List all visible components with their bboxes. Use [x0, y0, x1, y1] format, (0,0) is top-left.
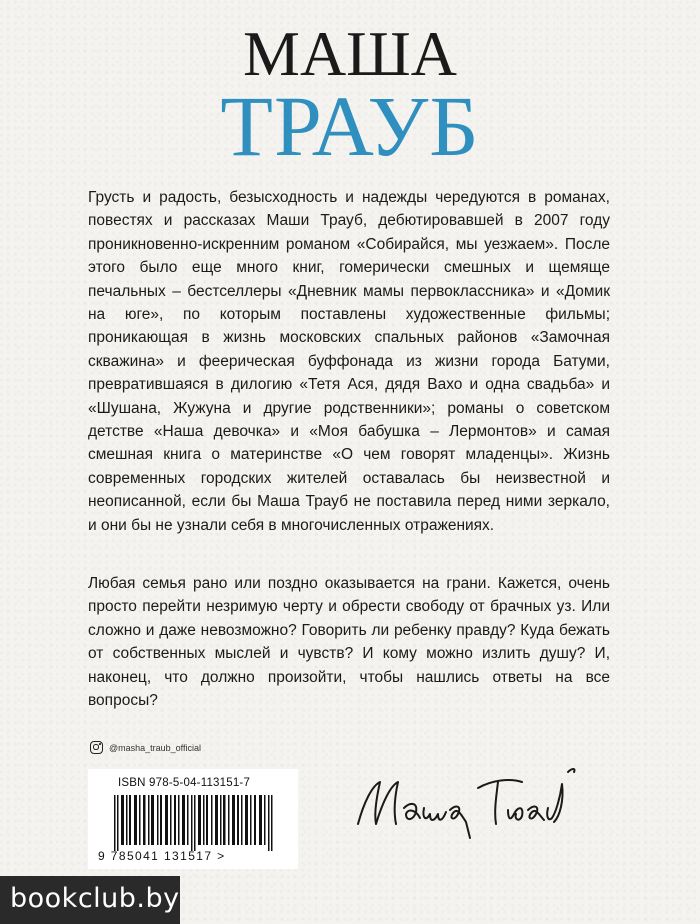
description-paragraph-1: Грусть и радость, безысходность и надежды чередуются в романах, повестях и рассказах Маши Трауб, дебютировавшей в 2007 году проникновенно-искренним романом «Собирайся, мы уезжаем». После этого было еще много книг, гомерически смешных и щемяще печальных – бестселлеры «Дневник мамы первоклассника» и «Домик на юге», по которым поставлены художественные фильмы; проникающая в жизнь московских спальных районов «Замочная скважина» и феерическая буффонада из жизни города Батуми, превратившаяся в дилогию «Тетя Ася, дядя Вахо и одна свадьба» и «Шушана, Жужуна и другие родственники»; романы о советском детстве «Наша девочка» и «Моя бабушка – Лермонтов» и самая смешная книга о материнстве «О чем говорят младенцы». Жизнь современных городских жителей оставалась бы неизвестной и неописанной, если бы Маша Трауб не поставила перед ними зеркало, и они бы не узнали себя в многочисленных отражениях.: [88, 189, 610, 534]
description-paragraph-2: Любая семья рано или поздно оказывается на грани. Кажется, очень просто перейти незримую черту и обрести свободу от брачных уз. Или сложно и даже невозможно? Говорить ли ребенку правду? Куда бежать от собственных мыслей и чувств? И кому можно излить душу? И, наконец, что должно произойти, чтобы нашлись ответы на все вопросы?: [88, 575, 610, 710]
author-signature: [350, 752, 580, 842]
author-last-name: ТРАУБ: [220, 78, 480, 174]
site-watermark: bookclub.by: [0, 876, 180, 924]
isbn-label: ISBN 978-5-04-113151-7: [118, 777, 251, 789]
author-first-name: МАША: [243, 18, 457, 89]
barcode-bars: [114, 795, 274, 851]
instagram-credit: [90, 741, 201, 754]
barcode-digits: 9 785041 131517 >: [98, 849, 226, 863]
instagram-icon: [90, 741, 103, 754]
instagram-handle: @masha_traub_official: [109, 742, 202, 753]
barcode-block: [88, 769, 298, 869]
